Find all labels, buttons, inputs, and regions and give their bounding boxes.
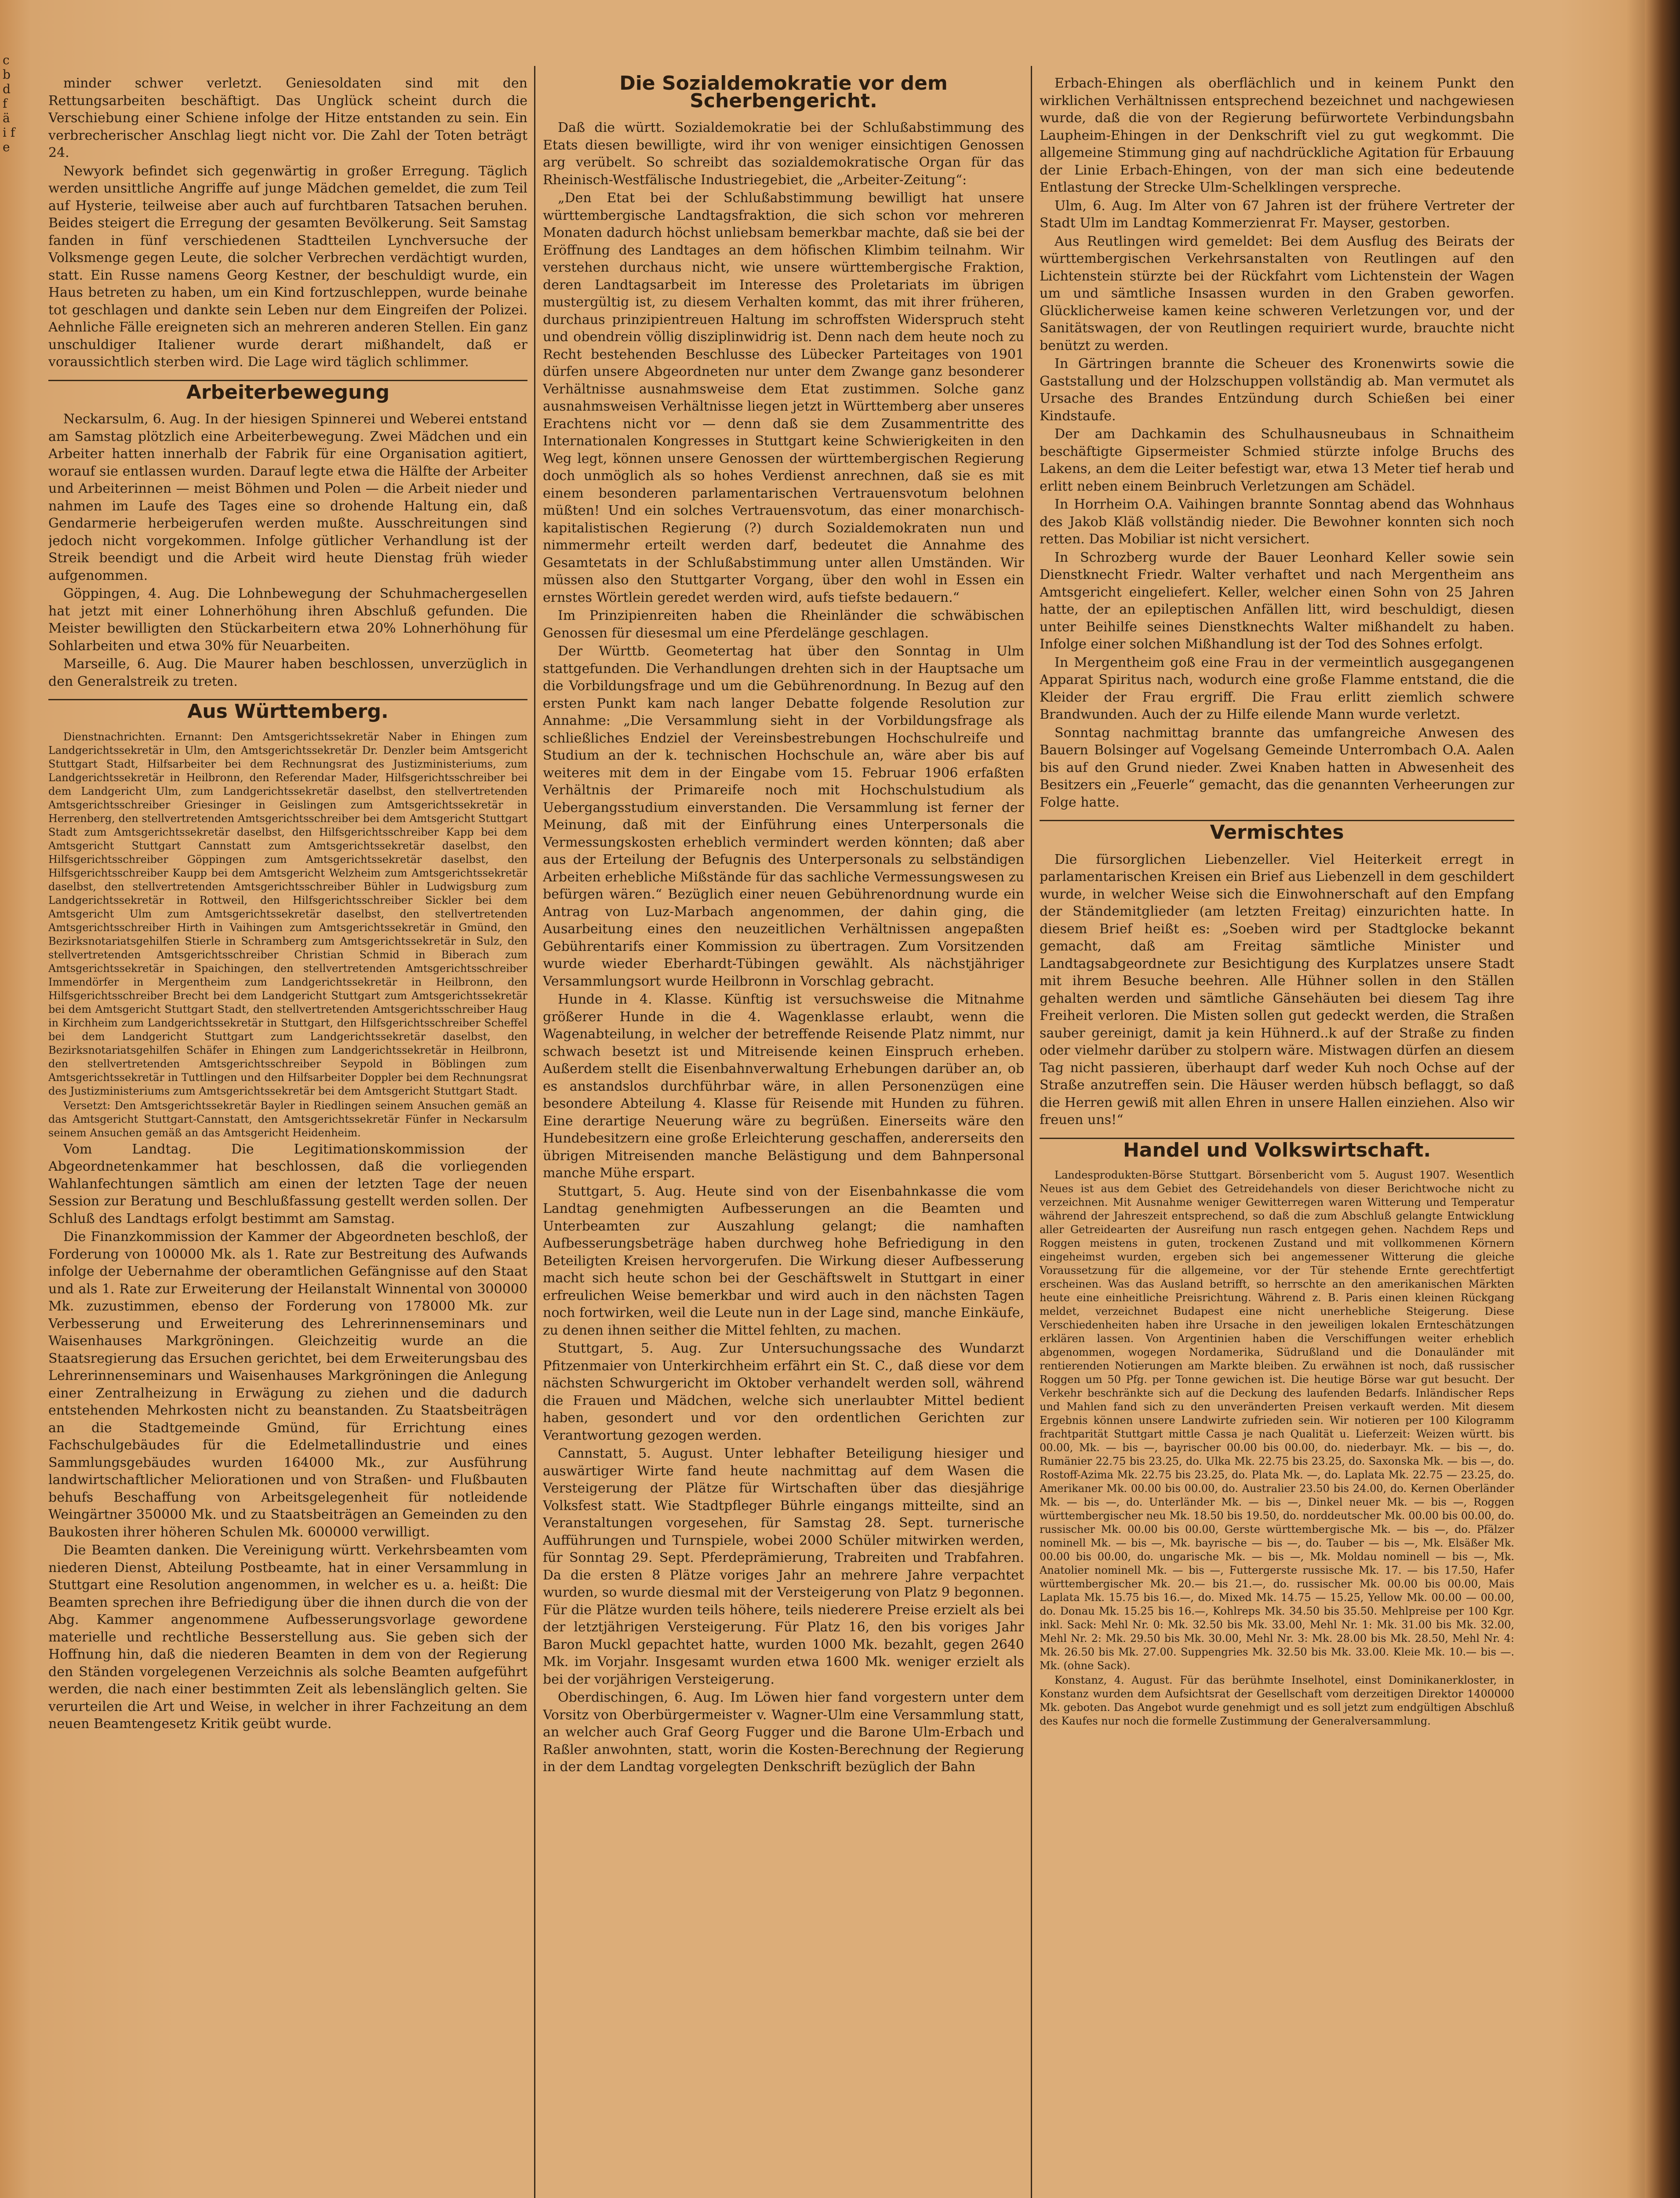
article-finanzkommission: Die Finanzkommission der Kammer der Abgeordneten beschloß, der Forderung von 100000 Mk. als 1. Rate zur Bestreitung des Aufwands infolge der Uebernahme der oberamtlichen Gefängnisse auf den Staat und als 1. Rate zur Erweiterung der Heilanstalt Winnental von 300000 Mk. zuzustimmen, ebenso der Forderung von 178000 Mk. zur Verbesserung und Erweiterung des Lehrerinnenseminars und Waisenhauses Markgröningen. Gleichzeitig wurde an die Staatsregierung das Ersuchen gerichtet, bei dem Erweiterungsbau des Lehrerinnenseminars und Waisenhauses Markgröningen die Anlegung einer Zentralheizung in Erwägung zu ziehen und die dadurch entstehenden Mehrkosten nicht zu beanstanden. Zu Staatsbeiträgen an die Stadtgemeinde Gmünd, für Errichtung eines Fachschulgebäudes für die Edelmetallindustrie und eines Sammlungsgebäudes wurden 164000 Mk., zur Ausführung landwirtschaftlicher Meliorationen und von Straßen- und Flußbauten behufs Beschaffung von Arbeitsgelegenheit für notleidende Weingärtner 350000 Mk. und zu Staatsbeiträgen an Gemeinden zu den Baukosten ihrer höheren Schulen Mk. 600000 verwilligt. [48,1229,527,1540]
column-1 [48,75,527,2198]
article-schrozberg: In Schrozberg wurde der Bauer Leonhard Keller sowie sein Dienstknecht Friedr. Walter verhaftet und nach Mergentheim ans Amtsgericht eingeliefert. Keller, welcher einen Sohn von 25 Jahren hatte, der an epileptischen Anfällen litt, wird beschuldigt, diesen unter Beihilfe seines Dienstknechts Walter mißhandelt zu haben. Infolge einer solchen Mißhandlung ist der Tod des Sohnes erfolgt. [1040,550,1514,652]
column-2 [543,75,1024,2198]
article-dienstnachrichten: Dienstnachrichten. Ernannt: Den Amtsgerichtssekretär Naber in Ehingen zum Landgerichtssekretär in Ulm, den Amtsgerichtssekretär Dr. Denzler beim Amtsgericht Stuttgart Stadt, Hilfsarbeiter bei dem Rechnungsrat des Justizministeriums, zum Landgerichtssekretär in Heilbronn, den Referendar Mader, Hilfsgerichtsschreiber bei dem Landgericht Ulm, zum Landgerichtssekretär daselbst, den stellvertretenden Amtsgerichtsschreiber Griesinger in Geislingen zum Amtsgerichtssekretär in Herrenberg, den stellvertretenden Amtsgerichtsschreiber bei dem Amtsgericht Stuttgart Stadt zum Amtsgerichtssekretär daselbst, den Hilfsgerichtsschreiber Kapp bei dem Amtsgericht Stuttgart Cannstatt zum Amtsgerichtssekretär daselbst, den Hilfsgerichtsschreiber Göppingen zum Amtsgerichtssekretär daselbst, den Hilfsgerichtsschreiber Kaupp bei dem Amtsgericht Welzheim zum Amtsgerichtssekretär daselbst, den stellvertretenden Amtsgerichtsschreiber Bühler in Ludwigsburg zum Landgerichtssekretär in Rottweil, den Hilfsgerichtsschreiber Sickler bei dem Amtsgericht Ulm zum Amtsgerichtssekretär daselbst, den stellvertretenden Amtsgerichtsschreiber Hirth in Vaihingen zum Amtsgerichtssekretär in Gmünd, den Bezirksnotariatsgehilfen Stierle in Schramberg zum Amtsgerichtssekretär in Sulz, den stellvertretenden Amtsgerichtsschreiber Christian Schmid in Biberach zum Amtsgerichtssekretär in Spaichingen, den stellvertretenden Amtsgerichtsschreiber Immendörfer in Mergentheim zum Landgerichtssekretär in Heilbronn, den Hilfsgerichtsschreiber Brecht bei dem Landgericht Stuttgart zum Amtsgerichtssekretär bei dem Amtsgericht Stuttgart Stadt, den stellvertretenden Amtsgerichtsschreiber Haug in Kirchheim zum Landgerichtssekretär in Stuttgart, den Hilfsgerichtsschreiber Scheffel bei dem Landgericht Stuttgart zum Landgerichtssekretär daselbst, den Bezirksnotariatsgehilfen Schäfer in Ehingen zum Landgerichtssekretär in Heilbronn, den stellvertretenden Amtsgerichtsschreiber Seypold in Böblingen zum Amtsgerichtssekretär in Tuttlingen und den Hilfsarbeiter Doppler bei dem Rechnungsrat des Justizministeriums zum Amtsgerichtssekretär bei dem Amtsgericht Stuttgart Stadt. [48,730,527,1097]
left-edge-fragment [0,0,17,2198]
section-heading-wuerttemberg: Aus Württemberg. [48,699,527,721]
article-train-accident: minder schwer verletzt. Geniesoldaten sind mit den Rettungsarbeiten beschäftigt. Das Unglück scheint durch die Verschiebung einer Schiene infolge der Hitze entstanden zu sein. Ein verbrecherischer Anschlag liegt nicht vor. Die Zahl der Toten beträgt 24. [48,76,527,160]
article-marseille: Marseille, 6. Aug. Die Maurer haben beschlossen, unverzüglich in den Generalstreik zu treten. [48,656,527,689]
article-geometertag: Der Württb. Geometertag hat über den Sonntag in Ulm stattgefunden. Die Verhandlungen drehten sich in der Hauptsache um die Vorbildungsfrage und um die Gebührenordnung. In Bezug auf den ersten Punkt kam nach langer Debatte folgende Resolution zur Annahme: „Die Versammlung sieht in der Vorbildungsfrage als schließliches Endziel der Vereinsbestrebungen Hochschulreife und Studium an der k. technischen Hochschule an, wäre aber bis auf weiteres mit dem in der Eingabe vom 15. Februar 1906 erfaßten Verhältnis der Primareife noch mit Hochschulstudium als Uebergangsstudium einverstanden. Die Versammlung ist ferner der Meinung, daß mit der Einführung eines Unterpersonals die Vermessungskosten erheblich vermindert werden könnten; daß aber aus der Erteilung der Befugnis des Unterpersonals zu selbständigen Arbeiten erhebliche Mißstände für das sachliche Vermessungswesen zu befürgen wären.“ Bezüglich einer neuen Gebührenordnung wurde ein Antrag von Luz-Marbach angenommen, der dahin ging, die Ausarbeitung eines den neuzeitlichen Verhältnissen angepaßten Gebührentarifs einer Kommission zu übertragen. Zum Vorsitzenden wurde wieder Eberhardt-Tübingen gewählt. Als nächstjähriger Versammlungsort wurde Heilbronn in Vorschlag gebracht. [543,644,1024,989]
article-cannstatt-volksfest: Cannstatt, 5. August. Unter lebhafter Beteiligung hiesiger und auswärtiger Wirte fand heute nachmittag auf dem Wasen die Versteigerung der Plätze für Wirtschaften über das diesjährige Volksfest statt. Wie Stadtpfleger Bührle eingangs mitteilte, sind an Veranstaltungen vorgesehen, für Samstag 28. Sept. turnerische Aufführungen und Turnspiele, wobei 2000 Schüler mitwirken werden, für Sonntag 29. Sept. Pferdeprämierung, Trabreiten und Trabfahren. Da die ersten 8 Plätze voriges Jahr an mehrere Jahre verpachtet wurden, so wurde diesmal mit der Versteigerung von Platz 9 begonnen. Für die Plätze wurden teils höhere, teils niederere Preise erzielt als bei der letztjährigen Versteigerung. Für Platz 16, den bis voriges Jahr Baron Muckl gepachtet hatte, wurden 1000 Mk. bezahlt, gegen 2640 Mk. im Vorjahr. Insgesamt wurden etwa 1600 Mk. weniger erzielt als bei der vorjährigen Versteigerung. [543,1446,1024,1687]
article-liebenzeller: Die fürsorglichen Liebenzeller. Viel Heiterkeit erregt in parlamentarischen Kreisen ein Brief aus Liebenzell in dem geschildert wurde, in welcher Weise sich die Einwohnerschaft auf den Empfang der Ständemitglieder (am letzten Freitag) einzurichten hatte. In diesem Brief heißt es: „Soeben wird per Stadtglocke bekannt gemacht, daß am Freitag sämtliche Minister und Landtagsabgeordnete zur Besichtigung des Kurplatzes unsere Stadt mit ihrem Besuche beehren. Alle Hühner sollen in den Ställen gehalten werden und sämtliche Gänsehäuten bei diesem Tag ihre Freiheit verloren. Die Misten sollen gut gedeckt werden, die Straßen sauber gereinigt, damit ja kein Hühnerd..k auf der Straße zu finden oder vielmehr darüber zu stolpern wäre. Mistwagen dürfen an diesem Tag nicht passieren, überhaupt darf weder Kuh noch Ochse auf der Straße anzutreffen sein. Die Häuser werden hübsch beflaggt, so daß die Herren gewiß mit allen Ehren in unsere Hallen einziehen. Also wir freuen uns!“ [1040,852,1514,1128]
column-3 [1040,75,1514,2198]
article-erbach-ehingen: Erbach-Ehingen als oberflächlich und in keinem Punkt den wirklichen Verhältnissen entsprechend bezeichnet und nachgewiesen wurde, daß die von der Regierung befürwortete Verbindungsbahn Laupheim-Ehingen in der Denkschrift viel zu gut wegkommt. Die allgemeine Stimmung ging auf nachdrückliche Agitation für Erbauung der Linie Erbach-Ehingen, von der man sich eine bedeutende Entlastung der Strecke Ulm-Schelklingen verspreche. [1040,76,1514,195]
article-heading-sozialdemokratie: Die Sozialdemokratie vor dem Scherbengericht. [619,75,948,112]
article-beamten-danken: Die Beamten danken. Die Vereinigung württ. Verkehrsbeamten vom niederen Dienst, Abteilung Postbeamte, hat in einer Versammlung in Stuttgart eine Resolution angenommen, in welcher es u. a. heißt: Die Beamten sprechen ihre Befriedigung über die ihnen durch die von der Abg. Kammer angenommene Aufbesserungsvorlage gewordene materielle und rechtliche Besserstellung aus. Sie geben sich der Hoffnung hin, daß die niederen Beamten in dem von der Regierung den Ständen vorgelegenen Verzeichnis als solche Beamten aufgeführt werden, die nach einer bestimmten Zeit als lebenslänglich gelten. Sie verurteilen die Art und Weise, in welcher in ihrer Fachzeitung an dem neuen Beamtengesetz Kritik geübt wurde. [48,1543,527,1732]
article-sozialdemokratie-quote: „Den Etat bei der Schlußabstimmung bewilligt hat unsere württembergische Landtagsfraktion, die sich schon vor mehreren Monaten dadurch höchst unliebsam bemerkbar machte, daß sie bei der Eröffnung des Landtages an dem höfischen Klimbim teilnahm. Wir verstehen durchaus nicht, wie unsere württembergische Fraktion, deren Landtagsarbeit im Interesse des Proletariats im übrigen mustergültig ist, zu diesem Verhalten kommt, das mit ihrer früheren, durchaus prinzipientreuen Haltung im schroffsten Widerspruch steht und obendrein völlig disziplinwidrig ist. Denn nach dem heute noch zu Recht bestehenden Beschlusse des Lübecker Parteitages von 1901 dürfen unsere Abgeordneten nur unter dem Zwange ganz besonderer Verhältnisse ausnahmsweise dem Etat zustimmen. Solche ganz ausnahmsweisen Verhältnisse liegen jetzt in Württemberg aber unseres Erachtens nicht vor — denn daß sie dem Zusammentritte des Internationalen Kongresses in Stuttgart keine Schwierigkeiten in den Weg legt, können unsere Genossen der württembergischen Regierung doch unmöglich als so hohes Verdienst anrechnen, daß sie es mit einem besonderen parlamentarischen Vertrauensvotum belohnen müßten! Und ein solches Vertrauensvotum, das einer monarchisch-kapitalistischen Regierung (?) durch Sozialdemokraten nun und nimmermehr erteilt werden darf, bedeutet die Annahme des Gesamtetats in der Schlußabstimmung unter allen Umständen. Wir müssen also den Stuttgarter Vorgang, über den wohl in Essen ein ernstes Wörtlein geredet werden wird, aufs tiefste bedauern.“ [543,190,1024,605]
article-versetzt: Versetzt: Den Amtsgerichtssekretär Bayler in Riedlingen seinem Ansuchen gemäß an das Amtsgericht Stuttgart-Cannstatt, den Amtsgerichtssekretär Fünfer in Neckarsulm seinem Ansuchen gemäß an das Amtsgericht Heidenheim. [48,1099,527,1139]
article-oberdischingen: Oberdischingen, 6. Aug. Im Löwen hier fand vorgestern unter dem Vorsitz von Oberbürgermeister v. Wagner-Ulm eine Versammlung statt, an welcher auch Graf Georg Fugger und die Barone Ulm-Erbach und Raßler anwohnten, statt, worin die Kosten-Berechnung der Regierung in der dem Landtag vorgelegten Denkschrift bezüglich der Bahn [543,1690,1024,1775]
section-heading-handel: Handel und Volkswirtschaft. [1040,1138,1514,1159]
article-ulm-mayser: Ulm, 6. Aug. Im Alter von 67 Jahren ist der frühere Vertreter der Stadt Ulm im Landtag Kommerzienrat Fr. Mayser, gestorben. [1040,198,1514,231]
article-hunde-4-klasse: Hunde in 4. Klasse. Künftig ist versuchsweise die Mitnahme größerer Hunde in die 4. Wagenklasse erlaubt, wenn die Wagenabteilung, in welcher der betreffende Reisende Platz nimmt, nur schwach besetzt ist und Mitreisende keinen Einspruch erheben. Außerdem stellt die Eisenbahnverwaltung Erhebungen darüber an, ob es anstandslos durchführbar wäre, in allen Personenzügen eine besondere Abteilung 4. Klasse für Reisende mit Hunden zu führen. Eine derartige Neuerung wäre zu begrüßen. Einerseits wäre den Hundebesitzern eine große Erleichterung geschaffen, andererseits den übrigen Mitreisenden manche Belästigung und dem Bahnpersonal manche Mühe erspart. [543,992,1024,1181]
section-heading-vermischtes: Vermischtes [1040,820,1514,841]
article-stuttgart-aufbesserungen: Stuttgart, 5. Aug. Heute sind von der Eisenbahnkasse die vom Landtag genehmigten Aufbesserungen an die Beamten und Unterbeamten zur Auszahlung gelangt; die namhaften Aufbesserungsbeträge haben durchweg hohe Befriedigung in den Beteiligten Kreisen hervorgerufen. Die Wirkung dieser Aufbesserung macht sich heute schon bei der Geschäftswelt in Stuttgart in einer erfreulichen Weise bemerkbar und wird auch in den nächsten Tagen noch fortwirken, weil die Leute nun in der Lage sind, manche Einkäufe, zu denen ihnen seither die Mittel fehlten, zu machen. [543,1183,1024,1338]
article-reutlingen: Aus Reutlingen wird gemeldet: Bei dem Ausflug des Beirats der württembergischen Verkehrsanstalten von Reutlingen auf den Lichtenstein stürzte bei der Rückfahrt vom Lichtenstein der Wagen um und sämtliche Insassen wurden in den Graben geworfen. Glücklicherweise kamen keine schweren Verletzungen vor, und der Sanitätswagen, der von Reutlingen requiriert wurde, brauchte nicht benützt zu werden. [1040,233,1514,353]
article-mergentheim: In Mergentheim goß eine Frau in der vermeintlich ausgegangenen Apparat Spiritus nach, wodurch eine große Flamme entstand, die die Kleider der Frau ergriff. Die Frau erlitt ziemlich schwere Brandwunden. Auch der zu Hilfe eilende Mann wurde verletzt. [1040,655,1514,722]
article-horrheim: In Horrheim O.A. Vaihingen brannte Sonntag abend das Wohnhaus des Jakob Kläß vollständig nieder. Die Bewohner konnten sich noch retten. Das Mobiliar ist nicht versichert. [1040,497,1514,547]
article-stuttgart-pfitzenmaier: Stuttgart, 5. Aug. Zur Untersuchungssache des Wundarzt Pfitzenmaier von Unterkirchheim erfährt ein St. C., daß diese vor dem nächsten Schwurgericht im Oktober verhandelt werden soll, während die Frauen und Mädchen, welche sich unerlaubter Mittel bedient haben, gesondert und vor den ordentlichen Gerichten zur Verantwortung gezogen werden. [543,1341,1024,1443]
article-sozialdemokratie-end: Im Prinzipienreiten haben die Rheinländer die schwäbischen Genossen für diesesmal um eine Pferdelänge geschlagen. [543,608,1024,641]
edge-letters: c b d f ä i f e [3,53,15,154]
column-rule-2 [1031,66,1032,2198]
article-vom-landtag: Vom Landtag. Die Legitimationskommission der Abgeordnetenkammer hat beschlossen, daß die vorliegenden Wahlanfechtungen sämtlich am einen der letzten Tage der neuen Session zur Beratung und Beschlußfassung gestellt werden sollen. Der Schluß des Landtags erfolgt bestimmt am Samstag. [48,1141,527,1226]
article-boersenbericht: Landesprodukten-Börse Stuttgart. Börsenbericht vom 5. August 1907. Wesentlich Neues ist aus dem Gebiet des Getreidehandels von dieser Berichtwoche nicht zu verzeichnen. Mit Ausnahme weniger Gewitterregen waren Witterung und Temperatur während der Jahreszeit entsprechend, so daß die zum Abschluß gelangte Entwicklung aller Getreidearten der Ausreifung nun rasch entgegen gehen. Nachdem Reps und Roggen meistens in guten, trockenen Zustand und mit vollkommenen Körnern eingeheimst wurden, ergeben sich bei angemessener Witterung die gleiche Voraussetzung für die allgemeine, vor der Tür stehende Ernte gerechtfertigt erscheinen. Was das Ausland betrifft, so herrschte an den amerikanischen Märkten heute eine einheitliche Preisrichtung. Während z. B. Paris einen kleinen Rückgang meldet, verzeichnet Budapest eine nicht unerhebliche Steigerung. Diese Verschiedenheiten haben ihre Ursache in den jeweiligen lokalen Ernteschätzungen erklären lassen. Von Argentinien haben die Verschiffungen weiter erheblich abgenommen, wogegen Nordamerika, Südrußland und die Donauländer mit rentierenden Notierungen am Markte bleiben. Zu erwähnen ist noch, daß russischer Roggen um 50 Pfg. per Tonne gewichen ist. Die heutige Börse war gut besucht. Der Verkehr beschränkte sich auf die Deckung des laufenden Bedarfs. Inländischer Reps und Mahlen fand sich zu den unveränderten Preisen verkauft werden. Mit diesem Ergebnis können unsere Landwirte zufrieden sein. Wir notieren per 100 Kilogramm frachtparität Stuttgart mittle Cassa je nach Qualität u. Lieferzeit: Weizen württ. bis 00.00, Mk. — bis —, bayrischer 00.00 bis 00.00, do. niederbayr. Mk. — bis —, do. Rumänier 22.75 bis 23.25, do. Ulka Mk. 22.75 bis 23.25, do. Saxonska Mk. — bis —, do. Rostoff-Azima Mk. 22.75 bis 23.25, do. Plata Mk. —, do. Laplata Mk. 22.75 — 23.25, do. Amerikaner Mk. 00.00 bis 00.00, do. Australier 23.50 bis 24.00, do. Kernen Oberländer Mk. — bis —, do. Unterländer Mk. — bis —, Dinkel neuer Mk. — bis —, Roggen württembergischer neu Mk. 18.50 bis 19.50, do. norddeutscher Mk. 00.00 bis 00.00, do. russischer Mk. 00.00 bis 00.00, Gerste württembergische Mk. — bis —, do. Pfälzer nominell Mk. — bis —, Mk. bayrische — bis —, do. Tauber — bis —, Mk. Elsäßer Mk. 00.00 bis 00.00, do. ungarische Mk. — bis —, Mk. Moldau nominell — bis —, Mk. Anatolier nominell Mk. — bis —, Futtergerste russische Mk. 17. — bis 17.50, Hafer württembergischer Mk. 20.— bis 21.—, do. russischer Mk. 00.00 bis 00.00, Mais Laplata Mk. 15.75 bis 16.—, do. Mixed Mk. 14.75 — 15.25, Yellow Mk. 00.00 — 00.00, do. Donau Mk. 15.25 bis 16.—, Kohlreps Mk. 34.50 bis 35.50. Mehlpreise per 100 Kgr. inkl. Sack: Mehl Nr. 0: Mk. 32.50 bis Mk. 33.00, Mehl Nr. 1: Mk. 31.00 bis Mk. 32.00, Mehl Nr. 2: Mk. 29.50 bis Mk. 30.00, Mehl Nr. 3: Mk. 28.00 bis Mk. 28.50, Mehl Nr. 4: Mk. 26.50 bis Mk. 27.00. Suppengries Mk. 32.50 bis Mk. 33.00. Kleie Mk. 10.— bis —. Mk. (ohne Sack). [1040,1169,1514,1672]
column-rule-1 [534,66,535,2198]
article-goeppingen: Göppingen, 4. Aug. Die Lohnbewegung der Schuhmachergesellen hat jetzt mit einer Lohnerhöhung ihren Abschluß gefunden. Die Meister bewilligten den Stückarbeitern etwa 20% Lohnerhöhung für Sohlarbeiten und etwa 30% für Neuarbeiten. [48,586,527,654]
article-vogelsang: Sonntag nachmittag brannte das umfangreiche Anwesen des Bauern Bolsinger auf Vogelsang Gemeinde Unterrombach O.A. Aalen bis auf den Grund nieder. Zwei Knaben hatten in Abwesenheit des Besitzers ein „Feuerle“ gemacht, das die genannten Verheerungen zur Folge hatte. [1040,725,1514,810]
section-heading-arbeiterbewegung: Arbeiterbewegung [48,380,527,401]
book-binding-edge [1645,0,1680,2198]
article-gaertringen: In Gärtringen brannte die Scheuer des Kronenwirts sowie die Gaststallung und der Holzschuppen vollständig ab. Man vermutet als Ursache des Brandes Entzündung durch Schießen bei einer Kindstaufe. [1040,356,1514,424]
article-schnaitheim: Der am Dachkamin des Schulhausneubaus in Schnaitheim beschäftigte Gipsermeister Schmied stürzte infolge Bruchs des Lakens, an dem die Leiter befestigt war, etwa 13 Meter tief herab und erlitt neben einem Beinbruch Verletzungen am Schädel. [1040,426,1514,494]
article-neckarsulm: Neckarsulm, 6. Aug. In der hiesigen Spinnerei und Weberei entstand am Samstag plötzlich eine Arbeiterbewegung. Zwei Mädchen und ein Arbeiter hatten innerhalb der Fabrik für eine Organisation agitiert, worauf sie entlassen wurden. Darauf legte etwa die Hälfte der Arbeiter und Arbeiterinnen — meist Böhmen und Polen — die Arbeit nieder und nahmen im Laufe des Tages eine so drohende Haltung ein, daß Gendarmerie herbeigerufen werden mußte. Ausschreitungen sind jedoch nicht vorgekommen. Infolge gütlicher Verhandlung ist der Streik beendigt und die Arbeit wird heute Dienstag früh wieder aufgenommen. [48,411,527,583]
article-konstanz-inselhotel: Konstanz, 4. August. Für das berühmte Inselhotel, einst Dominikanerkloster, in Konstanz wurden dem Aufsichtsrat der Gesellschaft vom derzeitigen Direktor 1400000 Mk. geboten. Das Angebot wurde genehmigt und es soll jetzt zum endgültigen Abschluß des Kaufes nur noch die formelle Zustimmung der Generalversammlung. [1040,1674,1514,1727]
article-newyork: Newyork befindet sich gegenwärtig in großer Erregung. Täglich werden unsittliche Angriffe auf junge Mädchen gemeldet, die zum Teil auf Hysterie, teilweise aber auch auf furchtbaren Tatsachen beruhen. Beides steigert die Erregung der gesamten Bevölkerung. Seit Samstag fanden in fünf verschiedenen Stadtteilen Lynchversuche der Volksmenge gegen Leute, die solcher Verbrechen verdächtigt wurden, statt. Ein Russe namens Georg Kestner, der beschuldigt wurde, ein Haus betreten zu haben, um ein Kind fortzuschleppen, wurde beinahe tot geschlagen und dankte sein Leben nur dem Eingreifen der Polizei. Aehnliche Fälle ereigneten sich an mehreren anderen Stellen. Ein ganz unschuldiger Italiener wurde derart mißhandelt, daß er voraussichtlich sterben wird. Die Lage wird täglich schlimmer. [48,163,527,370]
article-sozialdemokratie-intro: Daß die württ. Sozialdemokratie bei der Schlußabstimmung des Etats diesen bewilligte, wird ihr von weniger einsichtigen Genossen arg verübelt. So schreibt das sozialdemokratische Organ für das Rheinisch-Westfälische Industriegebiet, die „Arbeiter-Zeitung“: [543,120,1024,188]
